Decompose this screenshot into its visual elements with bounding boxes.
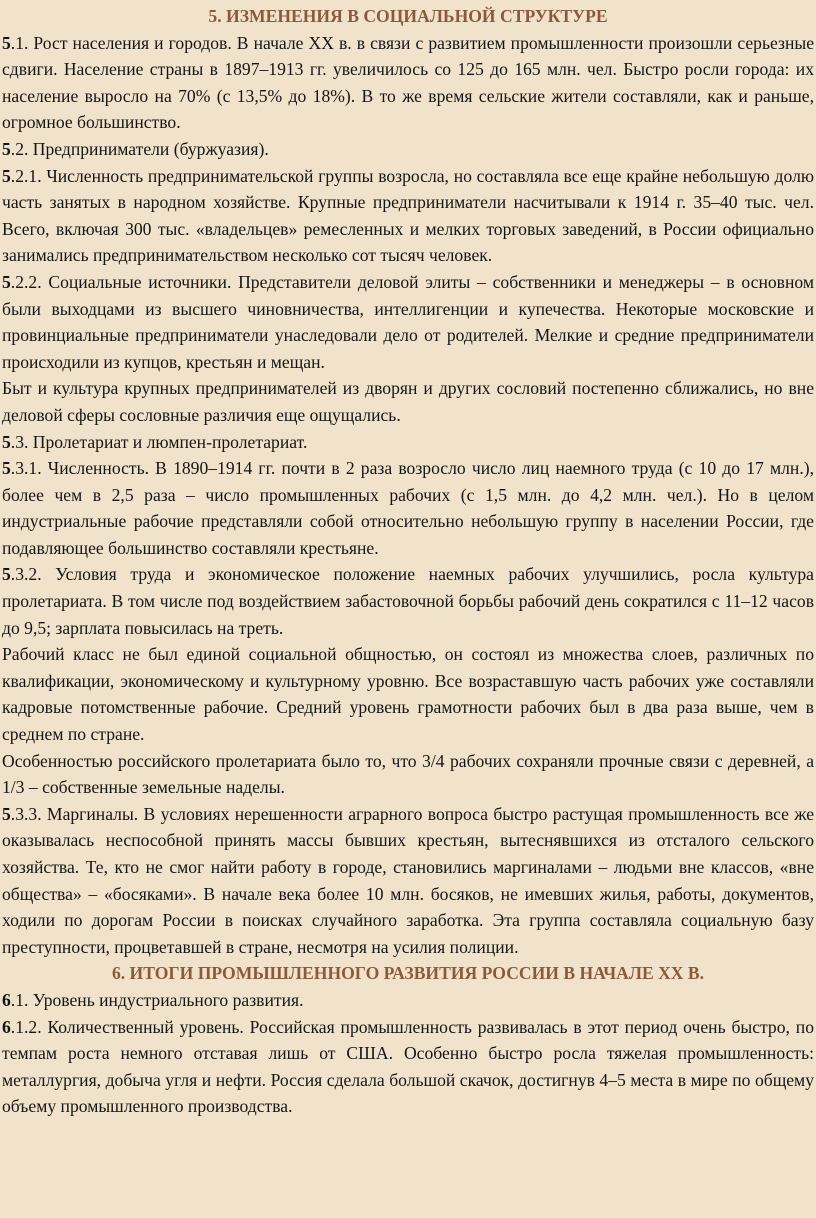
paragraph-text: .1. Рост населения и городов. В начале XX в. в связи с развитием промышленности произошли серьезные сдвиги. Население страны в 1897–1913 гг. увеличилось со 125 до 165 млн. чел. Быстро росли города: их население выросло на 70% (с 13,5% до 18%). В то же время сельские жители составляли, как и раньше, огромное большинство. xyxy=(2,32,814,133)
paragraph-text: .1.2. Количественный уровень. Российская промышленность развивалась в этот период очень быстро, по темпам роста немного отставая лишь от США. Особенно быстро росла тяжелая промышленность: металлургия, добыча угля и нефти. Россия сделала большой скачок, достигнув 4–5 места в мире по общему объему промышленного производства. xyxy=(2,1016,814,1117)
paragraph-6-1 xyxy=(2,987,814,1014)
paragraph-number: 5 xyxy=(2,138,11,159)
paragraph-number: 5 xyxy=(2,431,11,452)
paragraph-number: 5 xyxy=(2,271,11,292)
paragraph-text: .2.2. Социальные источники. Представители деловой элиты – собственники и менеджеры – в основном были выходцами из высшего чиновничества, интеллигенции и купечества. Некоторые московские и провинциальные предприниматели унаследовали дело от родителей. Мелкие и средние предприниматели происходили из купцов, крестьян и мещан. xyxy=(2,271,814,372)
paragraph-text: Рабочий класс не был единой социальной общностью, он состоял из множества слоев, различных по квалификации, экономическому и культурному уровню. Все возраставшую часть рабочих уже составляли кадровые потомственные рабочие. Средний уровень грамотности рабочих был в два раза выше, чем в среднем по стране. xyxy=(2,644,814,745)
paragraph-text: .3.1. Численность. В 1890–1914 гг. почти в 2 раза возросло число лиц наемного труда (с 10 до 17 млн.), более чем в 2,5 раза – число промышленных рабочих (с 1,5 млн. до 4,2 млн. чел.). Но в целом индустриальные рабочие представляли собой относительно небольшую группу в населении России, где подавляющее большинство составляли крестьяне. xyxy=(2,458,814,558)
paragraph-number: 5 xyxy=(2,564,11,585)
paragraph-number: 6 xyxy=(2,1016,11,1037)
paragraph-text: .2. Предприниматели (буржуазия). xyxy=(10,138,269,159)
paragraph-number: 5 xyxy=(2,32,11,53)
paragraph-text: .1. Уровень индустриального развития. xyxy=(10,989,304,1010)
paragraph-working-class xyxy=(2,641,814,747)
section-5-heading: 5. ИЗМЕНЕНИЯ В СОЦИАЛЬНОЙ СТРУКТУРЕ xyxy=(208,6,608,26)
paragraph-5-2-2 xyxy=(2,269,814,375)
paragraph-number: 6 xyxy=(2,989,11,1010)
paragraph-number: 5 xyxy=(2,803,11,824)
paragraph-5-2 xyxy=(2,136,814,163)
paragraph-5-1 xyxy=(2,30,814,136)
paragraph-text: .3.3. Маргиналы. В условиях нерешенности аграрного вопроса быстро растущая промышленность все же оказывалась неспособной принять массы бывших крестьян, вытеснявшихся из отсталого сельского хозяйства. Те, кто не смог найти работу в городе, становились маргиналами – людьми вне классов, «вне общества» – «босяками». В начале века более 10 млн. босяков, не имевших жилья, работы, документов, ходили по дорогам России в поисках случайного заработка. Эта группа составляла социальную базу преступности, процветавшей в стране, несмотря на усилия полиции. xyxy=(2,803,814,957)
section-6-heading: 6. ИТОГИ ПРОМЫШЛЕННОГО РАЗВИТИЯ РОССИИ В НАЧАЛЕ XX В. xyxy=(111,963,705,984)
paragraph-text: Особенностью российского пролетариата было то, что 3/4 рабочих сохраняли прочные связи с деревней, а 1/3 – собственные земельные наделы. xyxy=(2,750,814,798)
paragraph-text: .2.1. Численность предпринимательской группы возросла, но составляла все еще крайне небольшую долю часть занятых в народном хозяйстве. Крупные предприниматели насчитывали к 1914 г. 35–40 тыс. чел. Всего, включая 300 тыс. «владельцев» ремесленных и мелких торговых заведений, в России официально занимались предпринимательством несколько сот тысяч человек. xyxy=(2,165,814,266)
paragraph-5-3-2 xyxy=(2,561,814,641)
paragraph-proletariat-feature xyxy=(2,748,814,801)
paragraph-number: 5 xyxy=(2,458,11,479)
paragraph-5-3-1 xyxy=(2,455,814,561)
paragraph-number: 5 xyxy=(2,165,11,186)
paragraph-6-1-2 xyxy=(2,1014,814,1120)
paragraph-lifestyle xyxy=(2,375,814,428)
paragraph-text: .3. Пролетариат и люмпен-пролетариат. xyxy=(10,431,308,452)
paragraph-5-3-3 xyxy=(2,801,814,961)
paragraph-5-2-1 xyxy=(2,163,814,269)
paragraph-5-3 xyxy=(2,429,814,456)
paragraph-text: .3.2. Условия труда и экономическое положение наемных рабочих улучшились, росла культура пролетариата. В том числе под воздействием забастовочной борьбы рабочий день сократился с 11–12 часов до 9,5; зарплата повысилась на треть. xyxy=(2,564,814,638)
paragraph-text: Быт и культура крупных предпринимателей из дворян и других сословий постепенно сближались, но вне деловой сферы сословные различия еще ощущались. xyxy=(2,378,814,425)
